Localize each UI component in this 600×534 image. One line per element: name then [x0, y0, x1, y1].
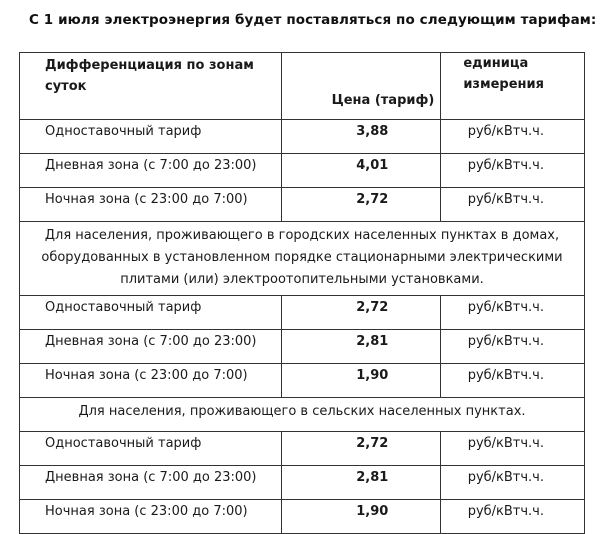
- zone-cell: Ночная зона (с 23:00 до 7:00): [20, 500, 282, 534]
- table-row: [20, 364, 585, 398]
- header-price: Цена (тариф): [282, 53, 441, 120]
- zone-cell: Одноставочный тариф: [20, 120, 282, 154]
- price-cell: 4,01: [282, 154, 441, 188]
- price-cell: 2,81: [282, 466, 441, 500]
- header-unit: [441, 53, 585, 120]
- price-cell: 3,88: [282, 120, 441, 154]
- price-cell: 1,90: [282, 364, 441, 398]
- table-row: [20, 296, 585, 330]
- section-caption-row: [20, 222, 585, 296]
- table-row: [20, 188, 585, 222]
- table-row: [20, 154, 585, 188]
- unit-cell: руб/кВтч.ч.: [441, 500, 585, 534]
- unit-cell: руб/кВтч.ч.: [441, 432, 585, 466]
- table-row: [20, 120, 585, 154]
- header-unit-line1: единица: [463, 56, 529, 71]
- zone-cell: Ночная зона (с 23:00 до 7:00): [20, 364, 282, 398]
- table-row: [20, 432, 585, 466]
- unit-cell: руб/кВтч.ч.: [441, 330, 585, 364]
- price-cell: 2,72: [282, 432, 441, 466]
- table-header-row: [20, 53, 585, 120]
- tariff-table: [19, 52, 585, 534]
- section-caption-row: [20, 398, 585, 432]
- zone-cell: Дневная зона (с 7:00 до 23:00): [20, 154, 282, 188]
- price-cell: 2,72: [282, 296, 441, 330]
- price-cell: 2,81: [282, 330, 441, 364]
- price-cell: 1,90: [282, 500, 441, 534]
- unit-cell: руб/кВтч.ч.: [441, 296, 585, 330]
- header-unit-line2: измерения: [463, 77, 544, 92]
- unit-cell: руб/кВтч.ч.: [441, 364, 585, 398]
- zone-cell: Дневная зона (с 7:00 до 23:00): [20, 466, 282, 500]
- section-caption-rural: Для населения, проживающего в сельских населенных пунктах.: [20, 398, 585, 432]
- zone-cell: Дневная зона (с 7:00 до 23:00): [20, 330, 282, 364]
- unit-cell: руб/кВтч.ч.: [441, 120, 585, 154]
- table-row: [20, 330, 585, 364]
- zone-cell: Одноставочный тариф: [20, 296, 282, 330]
- header-zone-line1: Дифференциация по зонам: [45, 58, 254, 73]
- section-caption-urban: Для населения, проживающего в городских населенных пунктах в домах, оборудованных в установленном порядке стационарными электрическими плитами (или) электроотопительными установками.: [20, 222, 585, 296]
- page-title: С 1 июля электроэнергия будет поставляться по следующим тарифам:: [29, 12, 597, 28]
- table-row: [20, 466, 585, 500]
- unit-cell: руб/кВтч.ч.: [441, 154, 585, 188]
- zone-cell: Одноставочный тариф: [20, 432, 282, 466]
- unit-cell: руб/кВтч.ч.: [441, 466, 585, 500]
- header-zone-line2: суток: [45, 79, 87, 94]
- unit-cell: руб/кВтч.ч.: [441, 188, 585, 222]
- header-zone: [20, 53, 282, 120]
- zone-cell: Ночная зона (с 23:00 до 7:00): [20, 188, 282, 222]
- price-cell: 2,72: [282, 188, 441, 222]
